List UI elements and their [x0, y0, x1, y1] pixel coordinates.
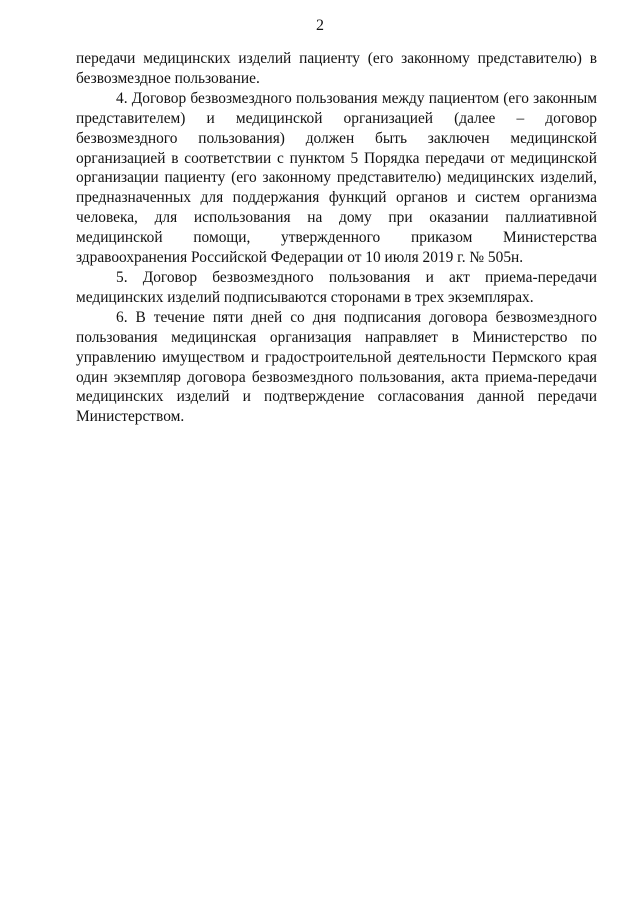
- paragraph-item-6: 6. В течение пяти дней со дня подписания договора безвозмездного пользования медицинская организация направляет в Министерство по управлению имуществом и градостроительной деятельности Пермского края один экземпляр договора безвозмездного пользования, акта приема-передачи медицинских изделий и подтверждение согласования данной передачи Министерством.: [76, 308, 597, 426]
- page-number: 2: [316, 17, 324, 34]
- paragraph-item-4: 4. Договор безвозмездного пользования между пациентом (его законным представителем) и медицинской организацией (далее – договор безвозмездного пользования) должен быть заключен медицинской организацией в соответствии с пунктом 5 Порядка передачи от медицинской организации пациенту (его законному представителю) медицинских изделий, предназначенных для поддержания функций органов и систем организма человека, для использования на дому при оказании паллиативной медицинской помощи, утвержденного приказом Министерства здравоохранения Российской Федерации от 10 июля 2019 г. № 505н.: [76, 89, 597, 267]
- paragraph-item-5: 5. Договор безвозмездного пользования и акт приема-передачи медицинских изделий подписываются сторонами в трех экземплярах.: [76, 268, 597, 306]
- document-body: [76, 49, 597, 427]
- paragraph-continuation: передачи медицинских изделий пациенту (его законному представителю) в безвозмездное пользование.: [76, 50, 597, 87]
